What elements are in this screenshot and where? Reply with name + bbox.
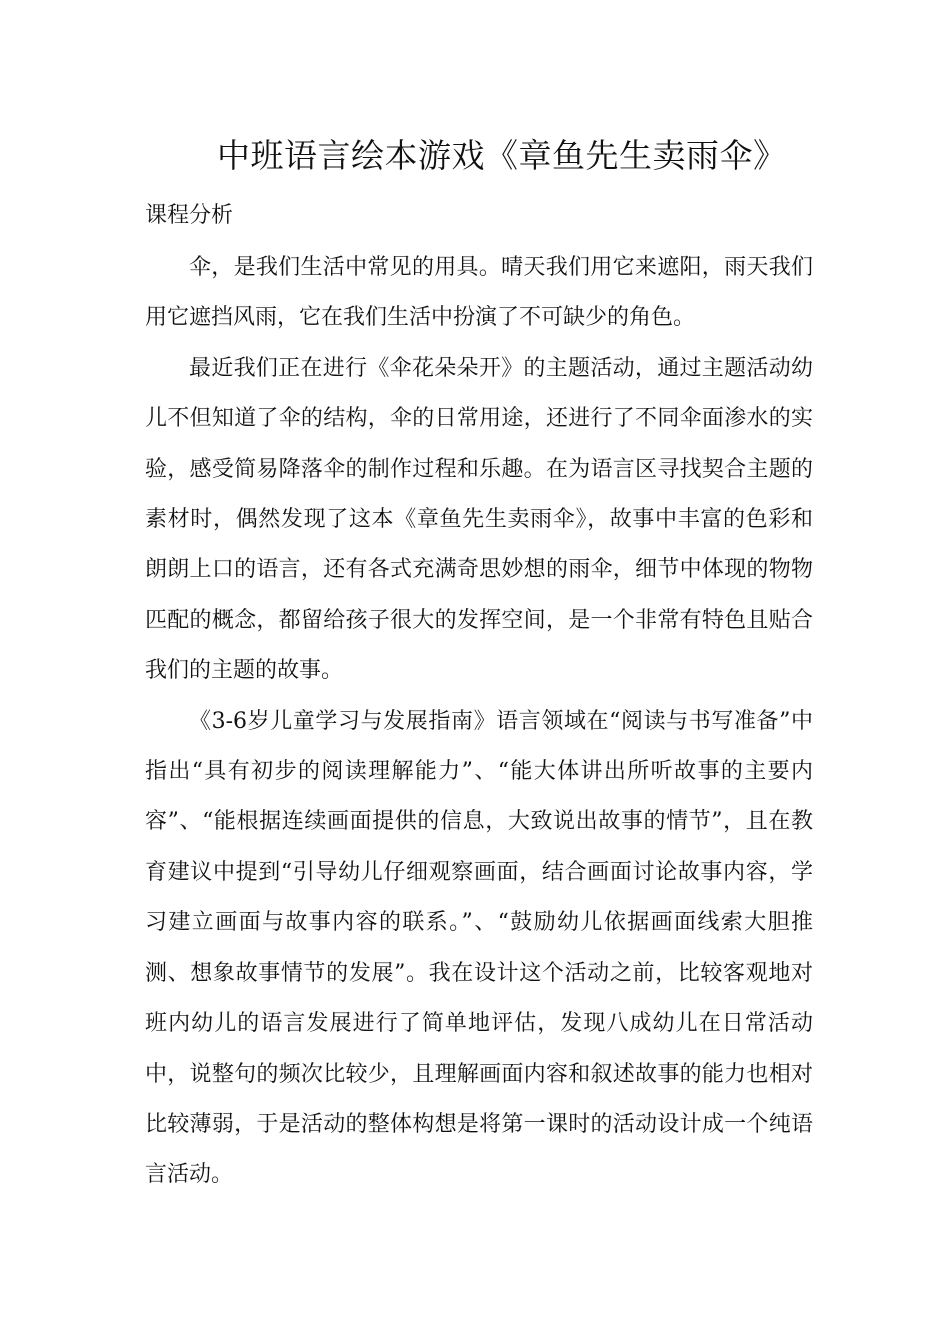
paragraph-3: 《3-6岁儿童学习与发展指南》语言领域在“阅读与书写准备”中指出“具有初步的阅读理解能力”、“能大体讲出所听故事的主要内容”、“能根据连续画面提供的信息，大致说出故事的情节”，且在教育建议中提到“引导幼儿仔细观察画面，结合画面讨论故事内容，学习建立画面与故事内容的联系。”、“鼓励幼儿依据画面线索大胆推测、想象故事情节的发展”。我在设计这个活动之前，比较客观地对班内幼儿的语言发展进行了简单地评估，发现八成幼儿在日常活动中，说整句的频次比较少，且理解画面内容和叙述故事的能力也相对比较薄弱，于是活动的整体构想是将第一课时的活动设计成一个纯语言活动。 <box>145 708 813 1188</box>
section-heading: 课程分析 <box>145 203 234 228</box>
paragraph-1: 伞，是我们生活中常见的用具。晴天我们用它来遮阳，雨天我们用它遮挡风雨，它在我们生活中扮演了不可缺少的角色。 <box>145 255 813 331</box>
body-text <box>145 243 813 1201</box>
document-title: 中班语言绘本游戏《章鱼先生卖雨伞》 <box>217 136 787 175</box>
paragraph-2: 最近我们正在进行《伞花朵朵开》的主题活动，通过主题活动幼儿不但知道了伞的结构，伞的日常用途，还进行了不同伞面渗水的实验，感受简易降落伞的制作过程和乐趣。在为语言区寻找契合主题的素材时，偶然发现了这本《章鱼先生卖雨伞》，故事中丰富的色彩和朗朗上口的语言，还有各式充满奇思妙想的雨伞，细节中体现的物物匹配的概念，都留给孩子很大的发挥空间，是一个非常有特色且贴合我们的主题的故事。 <box>145 355 813 684</box>
